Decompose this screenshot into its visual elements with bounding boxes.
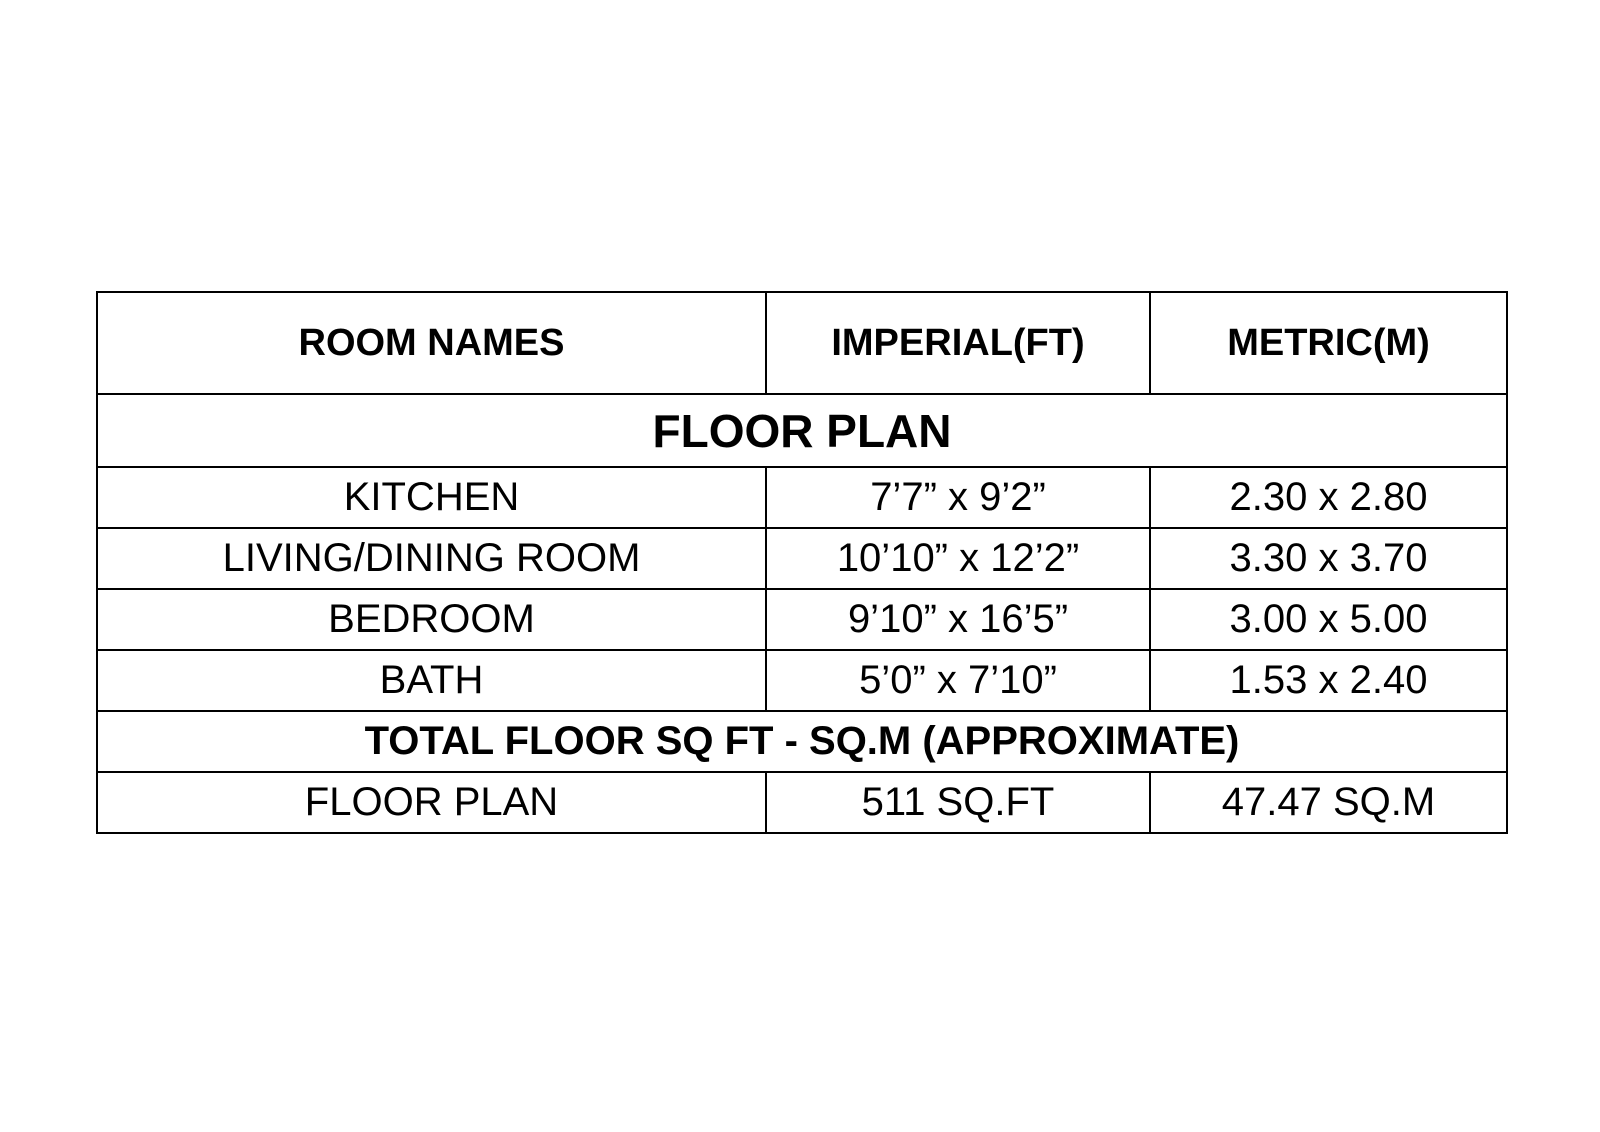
imperial-cell: 9’10” x 16’5”	[766, 589, 1150, 650]
metric-cell: 1.53 x 2.40	[1150, 650, 1507, 711]
table-header-row	[97, 292, 1507, 394]
header-imperial: IMPERIAL(FT)	[766, 292, 1150, 394]
section-row	[97, 394, 1507, 467]
room-name-cell: KITCHEN	[97, 467, 766, 528]
header-room-names: ROOM NAMES	[97, 292, 766, 394]
room-name-cell: LIVING/DINING ROOM	[97, 528, 766, 589]
summary-imperial-cell: 511 SQ.FT	[766, 772, 1150, 833]
room-dimensions-table	[96, 291, 1508, 834]
metric-cell: 3.00 x 5.00	[1150, 589, 1507, 650]
table-row	[97, 467, 1507, 528]
header-metric: METRIC(M)	[1150, 292, 1507, 394]
imperial-cell: 5’0” x 7’10”	[766, 650, 1150, 711]
table-row	[97, 589, 1507, 650]
floor-plan-document	[96, 291, 1506, 834]
imperial-cell: 10’10” x 12’2”	[766, 528, 1150, 589]
room-name-cell: BATH	[97, 650, 766, 711]
summary-row	[97, 772, 1507, 833]
total-title-row	[97, 711, 1507, 772]
summary-metric-cell: 47.47 SQ.M	[1150, 772, 1507, 833]
metric-cell: 2.30 x 2.80	[1150, 467, 1507, 528]
metric-cell: 3.30 x 3.70	[1150, 528, 1507, 589]
table-row	[97, 650, 1507, 711]
summary-label-cell: FLOOR PLAN	[97, 772, 766, 833]
total-title: TOTAL FLOOR SQ FT - SQ.M (APPROXIMATE)	[97, 711, 1507, 772]
table-row	[97, 528, 1507, 589]
room-name-cell: BEDROOM	[97, 589, 766, 650]
section-title: FLOOR PLAN	[97, 394, 1507, 467]
imperial-cell: 7’7” x 9’2”	[766, 467, 1150, 528]
